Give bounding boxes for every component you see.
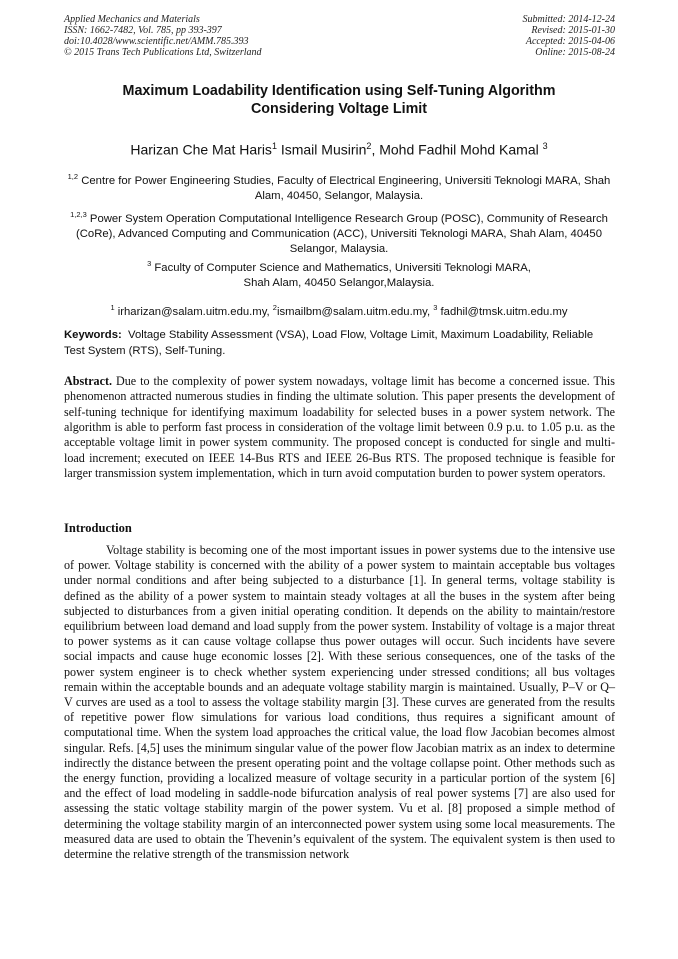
publication-dates [523,14,616,58]
author-sup: 3 [542,141,548,151]
date-submitted: Submitted: 2014-12-24 [522,14,615,25]
affiliation-sup: 1,2 [67,172,79,181]
keywords [64,327,615,359]
affiliation-2 [60,207,618,257]
author-name: Harizan Che Mat Haris [130,141,272,158]
abstract-text: Due to the complexity of power system nowadays, voltage limit has become a concerned issue. This phenomenon attracted numerous studies in finding the ultimate solution. This paper presents the development of self-tuning technique for identifying maximum loadability for selected buses in a power system network. The algorithm is able to perform fast process in consideration of the voltage limit between 0.9 p.u. to 1.05 p.u. as the acceptable voltage limit in power system community. The proposed concept is conducted for single and multi-load increment; executed on IEEE 14-Bus RTS and IEEE 26-Bus RTS. The proposed technique is feasible for larger transmission system implementation, which in turn avoid computation burden to power system operators. [64,374,615,481]
author-sup: 2 [366,141,372,151]
date-revised: Revised: 2015-01-30 [531,25,615,36]
date-online: Online: 2015-08-24 [535,47,615,58]
author-name: Ismail Musirin [280,141,367,158]
email-link[interactable]: ismailbm@salam.uitm.edu.my, [276,305,431,318]
author-list: Harizan Che Mat Haris$^1$ Ismail Musirin$^2$, Mohd Fadhil Mohd Kamal $^3$ [130,141,548,158]
introduction-paragraph: Voltage stability is becoming one of the most important issues in power systems due to the intensive use of power. Voltage stability is concerned with the ability of a power system to maintain acceptable bus voltages under normal conditions and after being subjected to a disturbance [1]. In general terms, voltage stability is defined as the ability of a power system to maintain steady voltages at all the buses in the system after being subjected to disturbances from a given initial operating condition. It depends on the ability to maintain/restore equilibrium between load demand and load supply from the power system. Instability of voltage is a major threat to power systems as it can cause voltage collapse thus power outages will occur. Such incidents have severe social impacts and cause huge economic losses [2]. With these serious consequences, one of the tasks of the power system engineer is to check whether system experiencing under stressed conditions; all bus voltages remain within the acceptable bounds and an adequate voltage stability margin is maintained. Usually, P–V or Q–V curves are used as a tool to assess the voltage stability margin [3]. These curves are generated from the results of repetitive power flow simulations for various load conditions, thus requires a significant amount of computational time. When the system load approaches the critical value, the load flow Jacobian becomes almost singular. Refs. [4,5] uses the minimum singular value of the power flow Jacobian matrix as an index to determine indirectly the distance between the present operating point and the voltage collapse point. Other methods such as the energy function, providing a localized measure of voltage security in a particular portion of the system [6] and the effect of load modeling in saddle-node bifurcation analysis of real power systems [7] are also used for assessing the static voltage stability margin of the power system. Vu et al. [8] proposed a simple method of determining the voltage stability margin of an interconnected power system using some local measurements. The measured data are used to obtain the Thevenin’s equivalent of the system. The equivalent system is then used to determine the relative strength of the transmission network [64,543,615,862]
section-heading: Introduction [64,521,132,535]
date-accepted: Accepted: 2015-04-06 [525,36,615,47]
abstract [64,374,615,481]
affiliation-text: Power System Operation Computational Intelligence Research Group (POSC), Community of Research (CoRe), Advanced Computing and Communication (ACC), Universiti Teknologi MARA, Shah Alam, 40450 Selangor, Malaysia. [76,212,608,255]
affiliation-3 [60,256,618,291]
paper-title [60,82,618,118]
affiliation-1 [60,169,618,204]
title-line-1: Maximum Loadability Identification using Self-Tuning Algorithm [122,83,556,99]
keywords-label: Keywords: [64,329,122,341]
affiliation-sup: 1,2,3 [70,210,87,219]
author-emails [60,300,618,320]
email-link[interactable]: fadhil@tmsk.uitm.edu.my [440,305,568,318]
email-sup: 2 [272,303,277,312]
affiliation-text: Faculty of Computer Science and Mathematics, Universiti Teknologi MARA, [154,261,531,274]
email-sup: 3 [433,303,438,312]
journal-copyright: © 2015 Trans Tech Publications Ltd, Switzerland [64,47,262,58]
journal-issn: ISSN: 1662-7482, Vol. 785, pp 393-397 [64,25,222,36]
journal-info [64,14,262,58]
keywords-text: Voltage Stability Assessment (VSA), Load Flow, Voltage Limit, Maximum Loadability, Reliable Test System (RTS), Self-Tuning. [64,329,594,357]
affiliation-text: Shah Alam, 40450 Selangor,Malaysia. [243,276,435,289]
email-sup: 1 [110,303,115,312]
author-name: Mohd Fadhil Mohd Kamal [379,141,539,158]
journal-name: Applied Mechanics and Materials [64,14,200,25]
author-sup: 1 [271,141,277,151]
affiliation-text: Centre for Power Engineering Studies, Faculty of Electrical Engineering, Universiti Teknologi MARA, Shah Alam, 40450, Selangor, Malaysia. [81,174,611,202]
email-link[interactable]: irharizan@salam.uitm.edu.my, [117,305,270,318]
title-line-2: Considering Voltage Limit [250,101,428,117]
abstract-label: Abstract. [64,374,113,388]
journal-doi: doi:10.4028/www.scientific.net/AMM.785.393 [64,36,249,47]
affiliation-sup: 3 [147,259,152,268]
introduction-body [64,543,615,862]
